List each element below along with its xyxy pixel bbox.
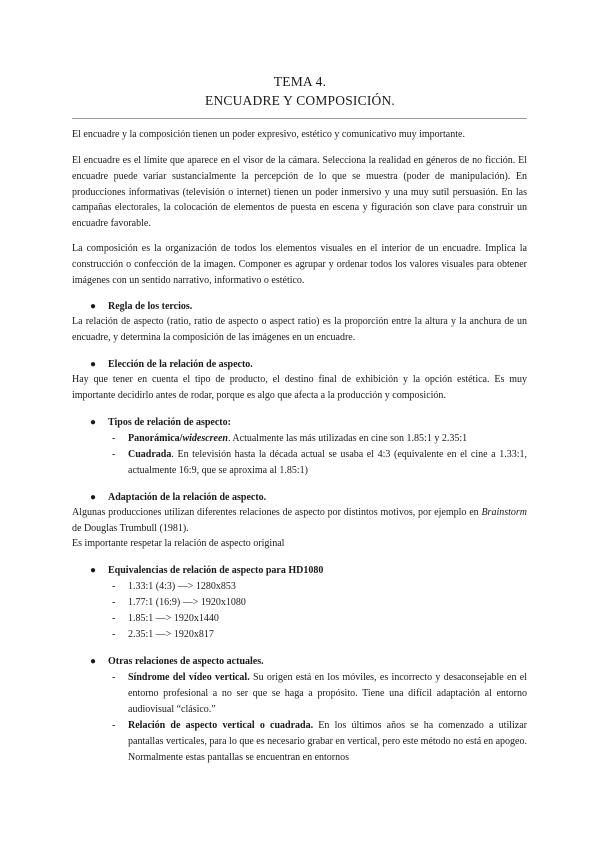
item-text: 2.35:1 —> 1920x817 bbox=[128, 629, 214, 640]
section-heading-otras bbox=[90, 654, 264, 669]
dash-marker: - bbox=[112, 597, 116, 608]
item-bold-label: Cuadrada bbox=[128, 449, 172, 460]
composicion-paragraph: La composición es la organización de todos los elementos visuales en el interior de un encuadre. Implica la construcción o confección de la imagen. Componer es agrupar y ordenar todos los valores visuales para obtener imágenes con un sentido narrativo, informativo o estético. bbox=[72, 243, 527, 286]
paragraph-text: Algunas producciones utilizan diferentes relaciones de aspecto por distintos motivos, por ejemplo en bbox=[72, 507, 482, 518]
section-heading-eleccion bbox=[90, 357, 253, 372]
dash-marker: - bbox=[112, 581, 116, 592]
section-heading-tipos bbox=[90, 415, 231, 430]
section-heading-equivalencias bbox=[90, 563, 323, 578]
bullet-icon: ● bbox=[90, 656, 97, 667]
heading-text: Elección de la relación de aspecto. bbox=[108, 359, 253, 370]
heading-text: Tipos de relación de aspecto: bbox=[108, 417, 231, 428]
dash-marker: - bbox=[112, 629, 116, 640]
bullet-icon: ● bbox=[90, 565, 97, 576]
bullet-icon: ● bbox=[90, 359, 97, 370]
list-item bbox=[112, 611, 219, 626]
section-heading-tercios bbox=[90, 299, 192, 314]
dash-marker: - bbox=[112, 672, 116, 683]
list-item bbox=[112, 595, 246, 610]
dash-marker: - bbox=[112, 720, 116, 731]
heading-text: Otras relaciones de aspecto actuales. bbox=[108, 656, 264, 667]
bullet-icon: ● bbox=[90, 301, 97, 312]
encuadre-paragraph: El encuadre es el límite que aparece en el visor de la cámara. Selecciona la realidad en géneros de no ficción. El encuadre puede variar sustancialmente la percepción de lo que se muestra (poder de manipulación). En producciones informativas (televisión o internet) tienen un poder inmersivo y una muy sutil persuasión. En las campañas electorales, la colocación de elementos de puesta en escena y figuración son clave para construir un encuadre favorable. bbox=[72, 155, 527, 230]
otras-item-vertical-cuadrada bbox=[112, 718, 527, 765]
heading-text: Adaptación de la relación de aspecto. bbox=[108, 492, 267, 503]
eleccion-paragraph: Hay que tener en cuenta el tipo de producto, el destino final de exhibición y la opción estética. Es muy importante decidirlo antes de rodar, porque es algo que afecta a la producción y composición. bbox=[72, 374, 527, 401]
film-title: Brainstorm bbox=[481, 507, 527, 518]
heading-text: Regla de los tercios. bbox=[108, 301, 193, 312]
list-item bbox=[112, 627, 214, 642]
adaptacion-paragraph bbox=[72, 505, 527, 537]
item-text: Su origen está en los móviles, es incorrecto y desaconsejable en el entorno profesional a no ser que se haga a propósito. Tiene una difícil adaptación al entorno audiovisual “clásico.” bbox=[128, 672, 527, 715]
tercios-paragraph: La relación de aspecto (ratio, ratio de aspecto o aspect ratio) es la proporción entre la altura y la anchura de un encuadre, y determina la composición de las imágenes en un encuadre. bbox=[72, 316, 527, 343]
heading-text: Equivalencias de relación de aspecto para HD1080 bbox=[108, 565, 324, 576]
bullet-icon: ● bbox=[90, 417, 97, 428]
item-text: . Actualmente las más utilizadas en cine son 1.85:1 y 2.35:1 bbox=[227, 433, 468, 444]
tipos-item-cuadrada bbox=[112, 447, 527, 479]
dash-marker: - bbox=[112, 433, 116, 444]
dash-marker: - bbox=[112, 613, 116, 624]
tipos-item-panoramica bbox=[112, 431, 527, 447]
bullet-icon: ● bbox=[90, 492, 97, 503]
item-text: . En televisión hasta la década actual se usaba el 4:3 (equivalente en el cine a 1.33:1, actualmente 16:9, que se aproxima al 1.85:1) bbox=[128, 449, 527, 476]
item-text: 1.85:1 —> 1920x1440 bbox=[128, 613, 219, 624]
item-bold-label: Síndrome del vídeo vertical. bbox=[128, 672, 250, 683]
item-text: 1.33:1 (4:3) —> 1280x853 bbox=[128, 581, 236, 592]
item-text: 1.77:1 (16:9) —> 1920x1080 bbox=[128, 597, 246, 608]
item-bold-label: Panorámica/ bbox=[128, 433, 183, 444]
section-heading-adaptacion bbox=[90, 490, 266, 505]
page-title: TEMA 4. bbox=[273, 74, 327, 89]
otras-item-video-vertical bbox=[112, 670, 527, 717]
page-subtitle: ENCUADRE Y COMPOSICIÓN. bbox=[205, 93, 395, 108]
item-bold-label: Relación de aspecto vertical o cuadrada. bbox=[128, 720, 314, 731]
item-text: En los últimos años se ha comenzado a utilizar pantallas verticales, para lo que es necesario grabar en vertical, pero este método no está en apogeo. Normalmente estas pantallas se encuentran en entornos bbox=[128, 720, 527, 763]
title-divider bbox=[72, 118, 527, 119]
item-italic-label: widescreen bbox=[182, 433, 228, 444]
dash-marker: - bbox=[112, 449, 116, 460]
list-item bbox=[112, 579, 236, 594]
adaptacion-note: Es importante respetar la relación de aspecto original bbox=[72, 538, 285, 549]
paragraph-text: de Douglas Trumbull (1981). bbox=[72, 522, 189, 534]
intro-paragraph: El encuadre y la composición tienen un poder expresivo, estético y comunicativo muy importante. bbox=[72, 129, 465, 140]
